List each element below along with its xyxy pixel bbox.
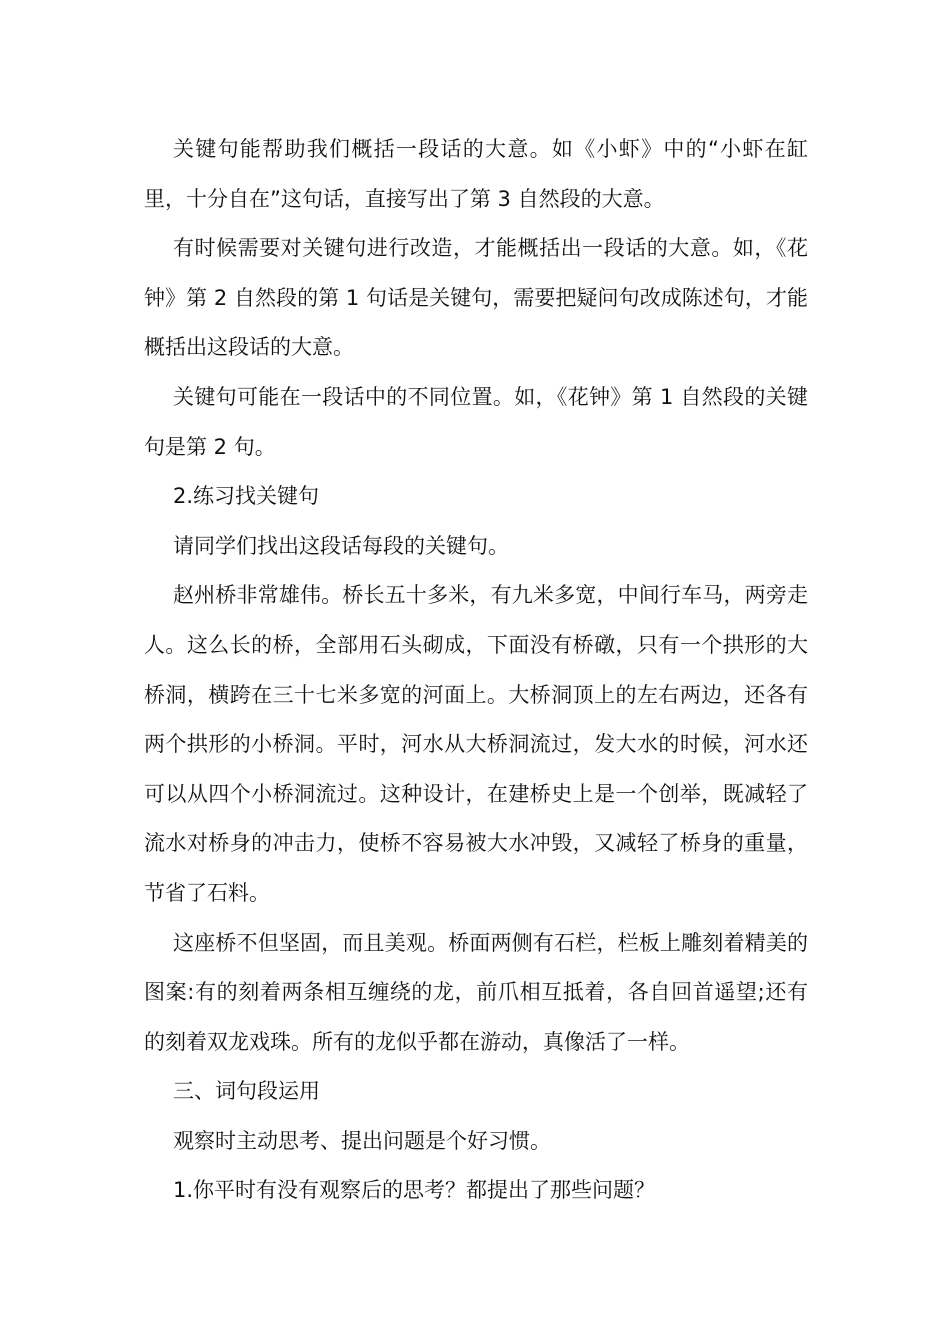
document-body — [144, 125, 808, 1216]
paragraph-zhaozhou-bridge-2: 这座桥不但坚固，而且美观。桥面两侧有石栏，栏板上雕刻着精美的图案:有的刻着两条相互缠绕的龙，前爪相互抵着，各自回首遥望;还有的刻着双龙戏珠。所有的龙似乎都在游动，真像活了一样。 — [144, 930, 808, 1054]
paragraph-instruction: 请同学们找出这段话每段的关键句。 — [173, 533, 509, 558]
section-heading-usage: 三、词句段运用 — [173, 1079, 320, 1104]
section-heading-practice: 2.练习找关键句 — [173, 484, 320, 509]
paragraph-key-sentence-position: 关键句可能在一段话中的不同位置。如，《花钟》第 1 自然段的关键句是第 2 句。 — [144, 384, 808, 459]
paragraph-zhaozhou-bridge-1: 赵州桥非常雄伟。桥长五十多米，有九米多宽，中间行车马，两旁走人。这么长的桥，全部用石头砌成，下面没有桥礅，只有一个拱形的大桥洞，横跨在三十七米多宽的河面上。大桥洞顶上的左右两边，还各有两个拱形的小桥洞。平时，河水从大桥洞流过，发大水的时候，河水还可以从四个小桥洞流过。这种设计，在建桥史上是一个创举，既减轻了流水对桥身的冲击力，使桥不容易被大水冲毁，又减轻了桥身的重量，节省了石料。 — [144, 583, 808, 905]
paragraph-observation-habit: 观察时主动思考、提出问题是个好习惯。 — [173, 1128, 551, 1153]
paragraph-key-sentence-transform: 有时候需要对关键句进行改造，才能概括出一段话的大意。如，《花钟》第 2 自然段的第 1 句话是关键句，需要把疑问句改成陈述句，才能概括出这段话的大意。 — [144, 236, 808, 360]
paragraph-question-1: 1.你平时有没有观察后的思考？都提出了那些问题？ — [173, 1178, 656, 1203]
paragraph-key-sentence-summary: 关键句能帮助我们概括一段话的大意。如《小虾》中的“小虾在缸里，十分自在”这句话，直接写出了第 3 自然段的大意。 — [144, 137, 808, 211]
